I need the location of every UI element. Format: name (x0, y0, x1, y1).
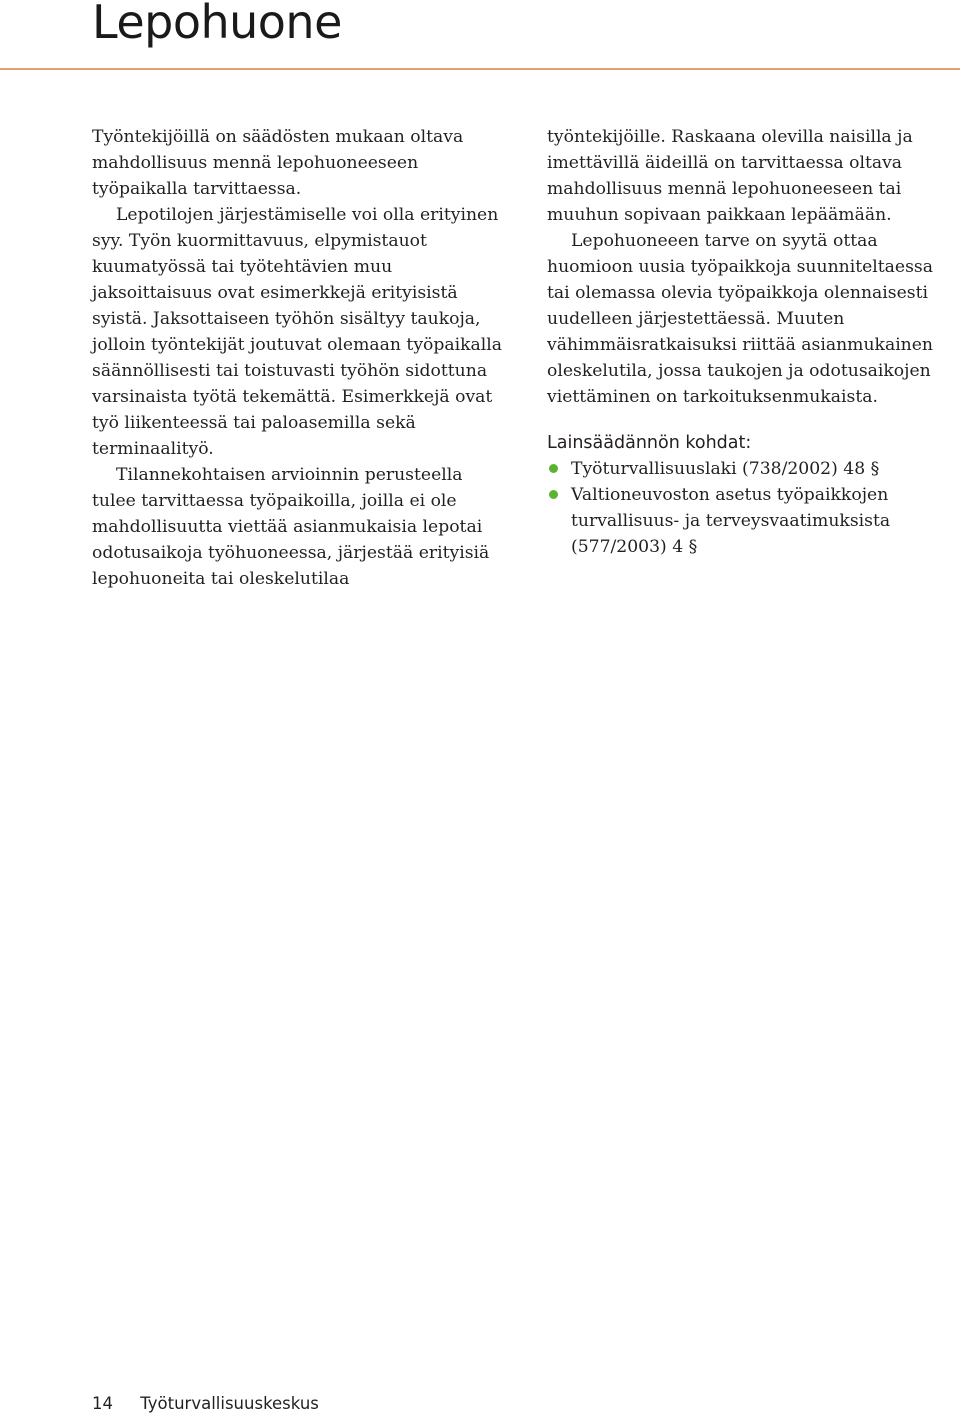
bullet-icon (549, 490, 558, 499)
legislation-item-text: Valtioneuvoston asetus työpaikkojen turvallisuus- ja terveysvaatimuksista (577/2003) 4 § (571, 485, 891, 557)
page-footer (92, 1392, 319, 1416)
page-number: 14 (92, 1394, 113, 1413)
legislation-list (547, 456, 947, 560)
publisher-name: Työturvallisuuskeskus (140, 1394, 319, 1413)
right-column (547, 124, 947, 560)
legislation-list-item (547, 456, 947, 482)
legislation-list-item (547, 482, 947, 560)
left-column (92, 124, 504, 592)
title-divider (0, 68, 960, 70)
continuation-paragraph: työntekijöille. Raskaana olevilla naisilla ja imettävillä äideillä on tarvittaessa oltava mahdollisuus mennä lepohuoneeseen tai muuhun sopivaan paikkaan lepäämään. (547, 127, 913, 225)
legislation-item-text: Työturvallisuuslaki (738/2002) 48 § (571, 459, 880, 479)
planning-paragraph: Lepohuoneeen tarve on syytä ottaa huomioon uusia työpaikkoja suunniteltaessa tai olemassa olevia työpaikkoja olennaisesti uudelleen järjestettäessä. Muuten vähimmäisratkaisuksi riittää asianmukainen oleskelutila, jossa taukojen ja odotusaikojen viettäminen on tarkoituksenmukaista. (547, 231, 933, 407)
page-title: Lepohuone (92, 0, 342, 49)
special-reasons-paragraph: Lepotilojen järjestämiselle voi olla erityinen syy. Työn kuormittavuus, elpymistauot kuumatyössä tai työtehtävien muu jaksoittaisuus ovat esimerkkejä erityisistä syistä. Jaksottaiseen työhön sisältyy taukoja, jolloin työntekijät joutuvat olemaan työpaikalla säännöllisesti tai toistuvasti työhön sidottuna varsinaista työtä tekemättä. Esimerkkejä ovat työ liikenteessä tai paloasemilla sekä terminaalityö. (92, 205, 503, 459)
intro-paragraph: Työntekijöillä on säädösten mukaan oltava mahdollisuus mennä lepohuoneeseen työpaikalla tarvittaessa. (92, 127, 464, 199)
assessment-paragraph: Tilannekohtaisen arvioinnin perusteella tulee tarvittaessa työpaikoilla, joilla ei ole mahdollisuutta viettää asianmukaisia lepotai odotusaikoja työhuoneessa, järjestää erityisiä lepohuoneita tai oleskelutilaa (92, 465, 490, 589)
legislation-heading: Lainsäädännön kohdat: (547, 433, 752, 453)
bullet-icon (549, 464, 558, 473)
